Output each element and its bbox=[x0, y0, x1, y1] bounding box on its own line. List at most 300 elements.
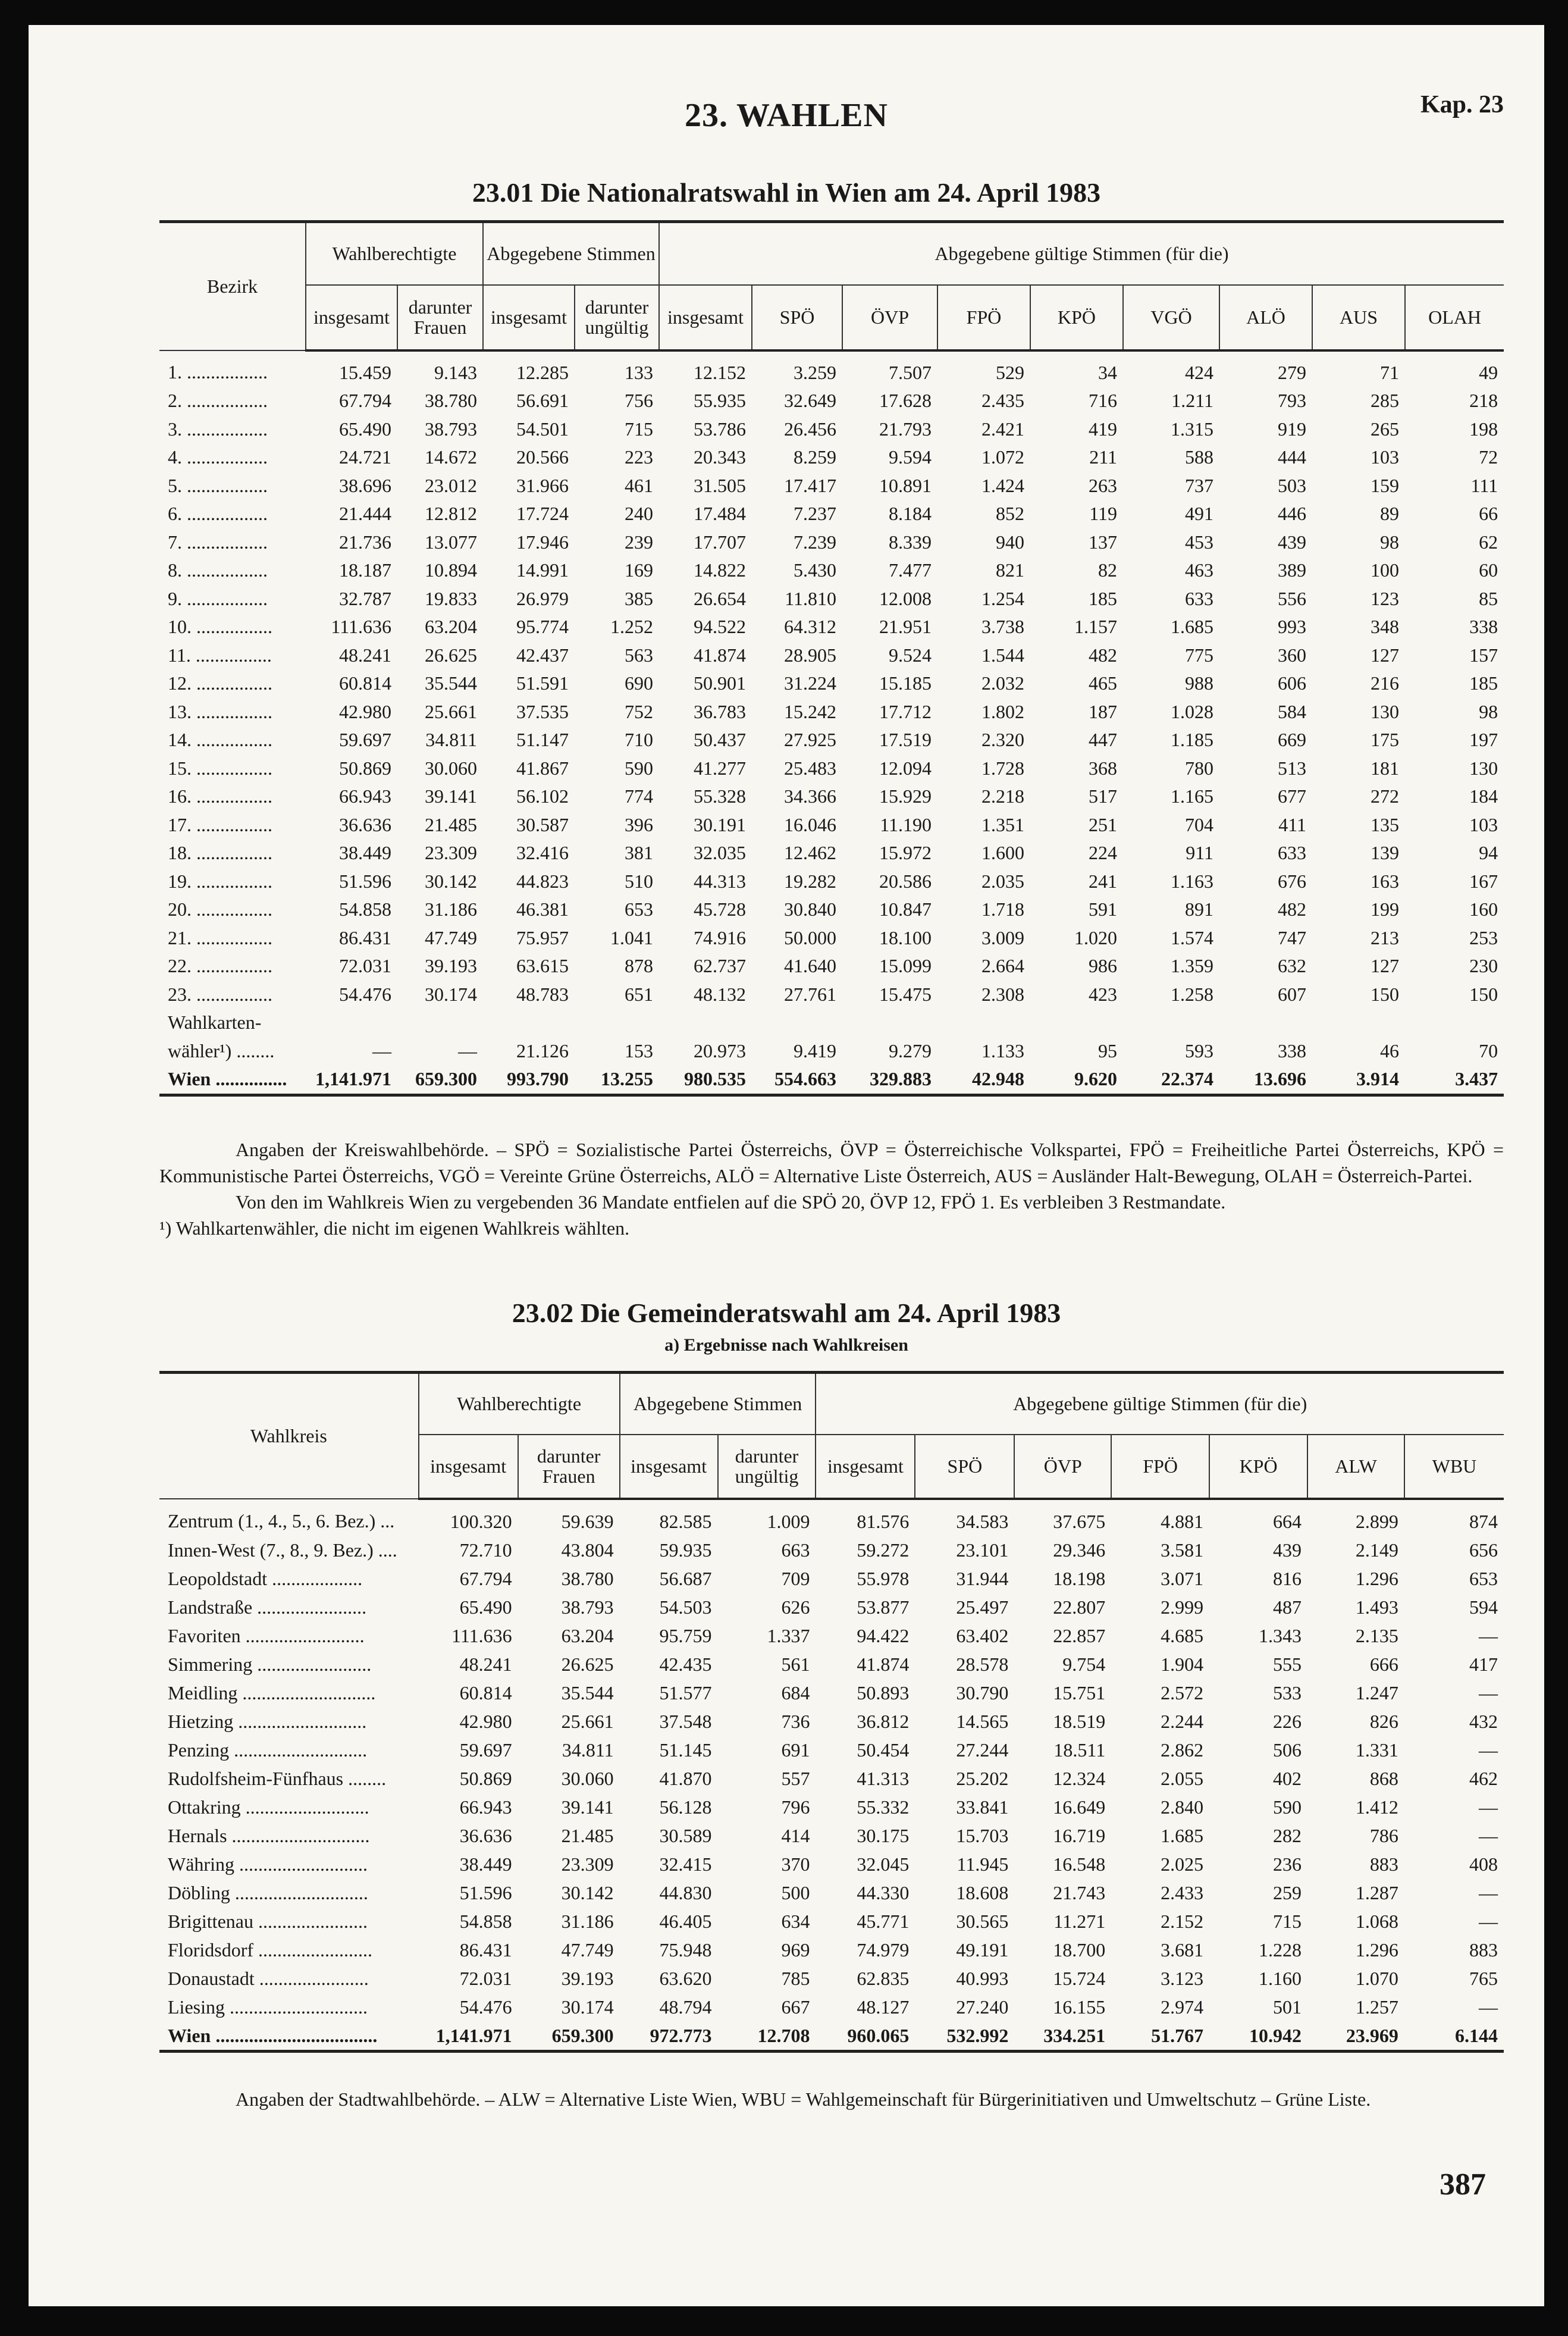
table-cell: 50.869 bbox=[459, 1767, 512, 1789]
table-cell: 684 bbox=[781, 1681, 810, 1704]
table-cell: 85 bbox=[1479, 587, 1498, 609]
table-cell: 626 bbox=[781, 1596, 810, 1618]
table-cell: 4.685 bbox=[1161, 1624, 1204, 1646]
table-cell: 417 bbox=[1469, 1653, 1498, 1675]
table-cell: 36.812 bbox=[857, 1710, 910, 1732]
table-cell: 2.244 bbox=[1161, 1710, 1204, 1732]
table-cell: 556 bbox=[1278, 587, 1307, 609]
row-label: Innen-West (7., 8., 9. Bez.) .... bbox=[168, 1539, 397, 1561]
table-cell: 1.009 bbox=[767, 1510, 810, 1532]
table-cell: 591 bbox=[1089, 898, 1118, 920]
table-cell: 86.431 bbox=[339, 926, 391, 948]
table-cell: 716 bbox=[1089, 390, 1118, 411]
table-cell: 381 bbox=[625, 842, 654, 863]
header-insgesamt: insgesamt bbox=[659, 285, 752, 350]
row-label: 1. ................. bbox=[168, 361, 268, 383]
table-cell: 37.548 bbox=[659, 1710, 712, 1732]
table-cell: 2.435 bbox=[981, 390, 1025, 411]
table-cell: 65.490 bbox=[339, 418, 391, 440]
table-cell: 396 bbox=[625, 813, 654, 835]
table-cell: 23.012 bbox=[425, 474, 477, 496]
table-cell: 139 bbox=[1371, 842, 1400, 863]
table-cell: 634 bbox=[781, 1910, 810, 1932]
table-cell: 1.728 bbox=[981, 757, 1025, 779]
table-row bbox=[159, 1679, 1504, 1707]
header-darunter-ungueltig: darunter ungültig bbox=[718, 1435, 816, 1499]
row-label: 15. ................ bbox=[168, 757, 272, 779]
table-cell: 11.810 bbox=[785, 587, 837, 609]
table-row bbox=[159, 1764, 1504, 1793]
table-cell: 1.718 bbox=[981, 898, 1025, 920]
table-cell: 594 bbox=[1469, 1596, 1498, 1618]
table-cell: — bbox=[1479, 1739, 1498, 1761]
row-label: Favoriten ......................... bbox=[168, 1624, 365, 1646]
table-cell: 38.449 bbox=[459, 1853, 512, 1875]
table-cell: 50.000 bbox=[784, 926, 837, 948]
table-cell: 30.840 bbox=[784, 898, 837, 920]
table-cell: 1.163 bbox=[1171, 870, 1214, 892]
table-cell: 360 bbox=[1278, 644, 1307, 666]
table-cell: 251 bbox=[1089, 813, 1118, 835]
table-row bbox=[159, 868, 1504, 896]
table-row bbox=[159, 415, 1504, 444]
table-cell: 44.823 bbox=[516, 870, 569, 892]
table-cell: 765 bbox=[1469, 1967, 1498, 1989]
table-cell: 42.948 bbox=[937, 1065, 1030, 1095]
table-cell: 74.916 bbox=[694, 926, 747, 948]
row-label: Wahlkarten- bbox=[168, 1012, 262, 1033]
table-cell: 13.077 bbox=[425, 531, 477, 553]
table-row bbox=[159, 1878, 1504, 1907]
table-cell: 63.204 bbox=[561, 1624, 614, 1646]
table-cell: 1.802 bbox=[981, 700, 1025, 722]
table-cell: 13.255 bbox=[575, 1065, 659, 1095]
table-cell: 33.841 bbox=[956, 1796, 1009, 1818]
table-cell: 874 bbox=[1469, 1510, 1498, 1532]
table-cell: 62.737 bbox=[694, 955, 747, 976]
row-label: 19. ................ bbox=[168, 870, 272, 892]
table-cell: 199 bbox=[1371, 898, 1400, 920]
row-label: Wien .................................. bbox=[159, 2021, 419, 2052]
table-cell: 137 bbox=[1089, 531, 1118, 553]
table-cell: 9.524 bbox=[889, 644, 932, 666]
table-cell: 18.198 bbox=[1053, 1567, 1106, 1589]
table-cell: 25.202 bbox=[956, 1767, 1009, 1789]
table-cell: 2.025 bbox=[1161, 1853, 1204, 1875]
table-cell: 54.476 bbox=[339, 983, 391, 1005]
table-cell: 55.332 bbox=[857, 1796, 910, 1818]
table-cell: 54.858 bbox=[459, 1910, 512, 1932]
table-cell: 34.811 bbox=[562, 1739, 614, 1761]
table-cell: 329.883 bbox=[842, 1065, 937, 1095]
table-row bbox=[159, 726, 1504, 754]
table1-note-mandates: Von den im Wahlkreis Wien zu vergebenden 36 Mandate entfielen auf die SPÖ 20, ÖVP 12, FPÖ 1. Es verbleiben 3 Restmandate. bbox=[236, 1191, 1226, 1213]
table-cell: 56.102 bbox=[516, 785, 569, 807]
header-party: FPÖ bbox=[1111, 1435, 1209, 1499]
table-cell: 1.493 bbox=[1355, 1596, 1398, 1618]
header-insgesamt: insgesamt bbox=[620, 1435, 718, 1499]
table-cell: 30.060 bbox=[425, 757, 477, 779]
table2-title: 23.02 Die Gemeinderatswahl am 24. April 1983 bbox=[512, 1298, 1061, 1328]
table-row bbox=[159, 981, 1504, 1009]
table-cell: 793 bbox=[1278, 390, 1307, 411]
row-label: Wien ............... bbox=[159, 1065, 306, 1095]
table-cell: 63.615 bbox=[516, 955, 569, 976]
table-cell: 891 bbox=[1185, 898, 1214, 920]
table-cell: 51.147 bbox=[516, 729, 569, 750]
table-cell: 590 bbox=[1273, 1796, 1302, 1818]
header-insgesamt: insgesamt bbox=[306, 285, 397, 350]
table-cell: 737 bbox=[1185, 474, 1214, 496]
table-cell: 15.724 bbox=[1053, 1967, 1106, 1989]
table-cell: 63.620 bbox=[659, 1967, 712, 1989]
table-cell: 20.566 bbox=[516, 446, 569, 468]
table-row bbox=[159, 1707, 1504, 1736]
table-cell: 34.366 bbox=[784, 785, 837, 807]
table-cell: 3.123 bbox=[1161, 1967, 1204, 1989]
table-cell: 19.282 bbox=[784, 870, 837, 892]
table-row bbox=[159, 1499, 1504, 1536]
table-cell: 95 bbox=[1098, 1039, 1118, 1061]
table-cell: 43.804 bbox=[561, 1539, 614, 1561]
row-label: 3. ................. bbox=[168, 418, 268, 440]
table-cell: 1.028 bbox=[1171, 700, 1214, 722]
table-cell: 119 bbox=[1089, 503, 1118, 524]
table-cell: 826 bbox=[1369, 1710, 1398, 1732]
table-cell: 9.143 bbox=[434, 361, 477, 383]
table-cell: 75.957 bbox=[516, 926, 569, 948]
table-cell: 55.978 bbox=[857, 1567, 910, 1589]
table-cell: 676 bbox=[1278, 870, 1307, 892]
table-cell: 588 bbox=[1185, 446, 1214, 468]
table-cell: 49 bbox=[1479, 361, 1498, 383]
table-cell: 46.381 bbox=[516, 898, 569, 920]
table-cell: 224 bbox=[1089, 842, 1118, 863]
table-cell: 775 bbox=[1185, 644, 1214, 666]
table-cell: 15.459 bbox=[339, 361, 391, 383]
table-cell: 2.862 bbox=[1161, 1739, 1204, 1761]
table-cell: 38.780 bbox=[425, 390, 477, 411]
table-cell: 1.424 bbox=[981, 474, 1025, 496]
table-cell: 348 bbox=[1371, 616, 1400, 637]
table-cell: — bbox=[1479, 1881, 1498, 1903]
table-cell: 584 bbox=[1278, 700, 1307, 722]
table-cell: 30.589 bbox=[659, 1824, 712, 1846]
table-cell: 1.296 bbox=[1355, 1939, 1398, 1961]
table-cell: 607 bbox=[1278, 983, 1307, 1005]
row-label: Döbling ............................ bbox=[168, 1881, 368, 1903]
row-label: 12. ................ bbox=[168, 672, 272, 694]
table-cell: 513 bbox=[1278, 757, 1307, 779]
table-cell bbox=[842, 1009, 937, 1037]
table-cell bbox=[1405, 1009, 1504, 1037]
table-cell: 1.133 bbox=[981, 1039, 1025, 1061]
table-cell: 27.244 bbox=[956, 1739, 1009, 1761]
table-cell: 19.833 bbox=[425, 587, 477, 609]
header-wahlberechtigte: Wahlberechtigte bbox=[306, 222, 483, 285]
table-cell: 111.636 bbox=[331, 616, 391, 637]
table-cell: 1.247 bbox=[1355, 1681, 1398, 1704]
table-cell: 40.993 bbox=[956, 1967, 1009, 1989]
table-cell: 482 bbox=[1089, 644, 1118, 666]
table-cell: 39.193 bbox=[425, 955, 477, 976]
table-cell: 184 bbox=[1469, 785, 1498, 807]
table-cell: 265 bbox=[1371, 418, 1400, 440]
table-cell: 756 bbox=[625, 390, 654, 411]
table-cell: 503 bbox=[1278, 474, 1307, 496]
table-row bbox=[159, 1650, 1504, 1679]
header-party: SPÖ bbox=[752, 285, 842, 350]
header-party: AUS bbox=[1312, 285, 1405, 350]
table-cell: 94 bbox=[1479, 842, 1498, 863]
table-cell: 368 bbox=[1089, 757, 1118, 779]
table-cell: 561 bbox=[781, 1653, 810, 1675]
table-cell: 5.430 bbox=[794, 559, 837, 581]
table-cell: 1,141.971 bbox=[419, 2021, 518, 2052]
table-cell: 669 bbox=[1278, 729, 1307, 750]
table-cell: 27.761 bbox=[784, 983, 837, 1005]
table-cell: 2.999 bbox=[1161, 1596, 1204, 1618]
table-cell: 821 bbox=[996, 559, 1025, 581]
table-cell: 263 bbox=[1089, 474, 1118, 496]
table-cell: 31.224 bbox=[784, 672, 837, 694]
row-label: 2. ................. bbox=[168, 390, 268, 411]
table-cell: 4.881 bbox=[1161, 1510, 1204, 1532]
table-cell: 175 bbox=[1371, 729, 1400, 750]
header-party: SPÖ bbox=[915, 1435, 1014, 1499]
row-label: Penzing ............................ bbox=[168, 1739, 368, 1761]
table-cell: — bbox=[372, 1039, 391, 1061]
table-cell: 444 bbox=[1278, 446, 1307, 468]
table-cell: 667 bbox=[781, 1996, 810, 2018]
table-cell: 11.945 bbox=[957, 1853, 1009, 1875]
table-cell: 940 bbox=[996, 531, 1025, 553]
table-cell: 47.749 bbox=[425, 926, 477, 948]
table-cell: 66 bbox=[1479, 503, 1498, 524]
table-cell: 26.979 bbox=[516, 587, 569, 609]
table-cell: — bbox=[1479, 1910, 1498, 1932]
table-cell: 15.929 bbox=[879, 785, 932, 807]
table-cell: 41.313 bbox=[857, 1767, 910, 1789]
table-cell: 677 bbox=[1278, 785, 1307, 807]
table-cell: — bbox=[1479, 1681, 1498, 1704]
row-label: Hietzing ........................... bbox=[168, 1710, 367, 1732]
table-cell: 334.251 bbox=[1014, 2021, 1111, 2052]
table-row bbox=[159, 1821, 1504, 1850]
table-cell: 9.279 bbox=[889, 1039, 932, 1061]
table-cell: 691 bbox=[781, 1739, 810, 1761]
table-cell: 60.814 bbox=[459, 1681, 512, 1704]
table-row bbox=[159, 811, 1504, 840]
table-cell: 48.241 bbox=[339, 644, 391, 666]
table-cell: 62 bbox=[1479, 531, 1498, 553]
table-cell: 993.790 bbox=[483, 1065, 575, 1095]
table-cell: 47.749 bbox=[561, 1939, 614, 1961]
row-label: 11. ................ bbox=[168, 644, 272, 666]
table-cell: 9.594 bbox=[889, 446, 932, 468]
table-cell: 150 bbox=[1469, 983, 1498, 1005]
table-cell: 24.721 bbox=[339, 446, 391, 468]
row-label: Donaustadt ....................... bbox=[168, 1967, 369, 1989]
table-cell: 240 bbox=[625, 503, 654, 524]
table-cell: 21.126 bbox=[516, 1039, 569, 1061]
table-cell: 10.891 bbox=[879, 474, 932, 496]
table-cell: 94.522 bbox=[694, 616, 747, 637]
table-cell: 18.100 bbox=[879, 926, 932, 948]
table-cell: 226 bbox=[1273, 1710, 1302, 1732]
table-cell: 3.009 bbox=[981, 926, 1025, 948]
table2-notes bbox=[159, 2086, 1504, 2112]
table-cell: 185 bbox=[1089, 587, 1118, 609]
table-cell: 17.724 bbox=[516, 503, 569, 524]
table-cell: 65.490 bbox=[459, 1596, 512, 1618]
table-cell: 9.419 bbox=[794, 1039, 837, 1061]
table-cell: 2.308 bbox=[981, 983, 1025, 1005]
table-cell: 2.320 bbox=[981, 729, 1025, 750]
table-cell: 82.585 bbox=[659, 1510, 712, 1532]
row-label: 17. ................ bbox=[168, 813, 272, 835]
table-cell: 55.328 bbox=[694, 785, 747, 807]
table-cell: 852 bbox=[996, 503, 1025, 524]
table-cell: 60.814 bbox=[339, 672, 391, 694]
table-row bbox=[159, 1936, 1504, 1964]
header-bezirk: Bezirk bbox=[159, 222, 306, 350]
table-cell: 17.946 bbox=[516, 531, 569, 553]
table-cell: 48.794 bbox=[659, 1996, 712, 2018]
table-cell: 23.101 bbox=[956, 1539, 1009, 1561]
table2-subtitle: a) Ergebnisse nach Wahlkreisen bbox=[664, 1335, 908, 1355]
table-cell: 67.794 bbox=[459, 1567, 512, 1589]
table-cell: 63.402 bbox=[956, 1624, 1009, 1646]
table-cell: 1.343 bbox=[1259, 1624, 1302, 1646]
table-cell: 32.649 bbox=[784, 390, 837, 411]
table-cell: 2.899 bbox=[1355, 1510, 1398, 1532]
table-cell: 31.186 bbox=[561, 1910, 614, 1932]
table-cell: 44.330 bbox=[857, 1881, 910, 1903]
table-cell: 666 bbox=[1369, 1653, 1398, 1675]
header-wahlkreis: Wahlkreis bbox=[159, 1373, 419, 1499]
table-cell: 81.576 bbox=[857, 1510, 910, 1532]
table-cell: 816 bbox=[1273, 1567, 1302, 1589]
table-cell: 29.346 bbox=[1053, 1539, 1106, 1561]
table-cell: 785 bbox=[781, 1967, 810, 1989]
table-cell: 48.241 bbox=[459, 1653, 512, 1675]
table-cell: 198 bbox=[1469, 418, 1498, 440]
table-cell: 491 bbox=[1185, 503, 1214, 524]
table-cell: 3.437 bbox=[1405, 1065, 1504, 1095]
table-row bbox=[159, 1564, 1504, 1593]
table-cell: 7.507 bbox=[889, 361, 932, 383]
table-cell: 1.165 bbox=[1171, 785, 1214, 807]
table-cell: 21.485 bbox=[425, 813, 477, 835]
table-cell: 30.565 bbox=[956, 1910, 1009, 1932]
row-label: Rudolfsheim-Fünfhaus ........ bbox=[168, 1767, 387, 1789]
table-cell: 39.193 bbox=[561, 1967, 614, 1989]
table-cell: 2.218 bbox=[981, 785, 1025, 807]
table-cell: 2.135 bbox=[1355, 1624, 1398, 1646]
table-cell: 633 bbox=[1185, 587, 1214, 609]
table-cell bbox=[752, 1009, 842, 1037]
table-cell: 86.431 bbox=[459, 1939, 512, 1961]
table-cell: 272 bbox=[1371, 785, 1400, 807]
table-cell: 41.874 bbox=[857, 1653, 910, 1675]
row-label: 21. ................ bbox=[168, 926, 272, 948]
table-cell: 59.697 bbox=[459, 1739, 512, 1761]
table-cell: 402 bbox=[1273, 1767, 1302, 1789]
table-cell: 1.337 bbox=[767, 1624, 810, 1646]
table-cell: 370 bbox=[781, 1853, 810, 1875]
table-cell: 1.072 bbox=[981, 446, 1025, 468]
header-gueltige-stimmen: Abgegebene gültige Stimmen (für die) bbox=[659, 222, 1504, 285]
table-cell: 279 bbox=[1278, 361, 1307, 383]
table-cell: 25.661 bbox=[425, 700, 477, 722]
table-cell: 34.583 bbox=[956, 1510, 1009, 1532]
table-cell: 656 bbox=[1469, 1539, 1498, 1561]
table-cell: 2.055 bbox=[1161, 1767, 1204, 1789]
table-cell: 9.754 bbox=[1062, 1653, 1106, 1675]
table-cell: 54.476 bbox=[459, 1996, 512, 2018]
table-cell: 70 bbox=[1479, 1039, 1498, 1061]
table-cell: 25.483 bbox=[784, 757, 837, 779]
table-row bbox=[159, 350, 1504, 387]
header-party: FPÖ bbox=[937, 285, 1030, 350]
table-cell: 16.649 bbox=[1053, 1796, 1106, 1818]
table-cell: 439 bbox=[1273, 1539, 1302, 1561]
table-cell: 606 bbox=[1278, 672, 1307, 694]
table-cell: 12.812 bbox=[425, 503, 477, 524]
table-cell: 51.591 bbox=[516, 672, 569, 694]
table-cell bbox=[306, 1009, 397, 1037]
row-label: Leopoldstadt ................... bbox=[168, 1567, 363, 1589]
table-cell: 187 bbox=[1089, 700, 1118, 722]
table-cell: 32.416 bbox=[516, 842, 569, 863]
header-darunter-frauen: darunter Frauen bbox=[518, 1435, 620, 1499]
table-cell: 66.943 bbox=[339, 785, 391, 807]
table-cell: 230 bbox=[1469, 955, 1498, 976]
table-cell: 2.032 bbox=[981, 672, 1025, 694]
row-label: wähler¹) ........ bbox=[168, 1039, 275, 1061]
table-cell: 41.640 bbox=[784, 955, 837, 976]
table-cell: 218 bbox=[1469, 390, 1498, 411]
table-cell: 8.184 bbox=[889, 503, 932, 524]
table-cell: 3.259 bbox=[794, 361, 837, 383]
table-cell: 22.374 bbox=[1123, 1065, 1219, 1095]
row-label: 13. ................ bbox=[168, 700, 272, 722]
table-cell: 590 bbox=[625, 757, 654, 779]
table-cell: 12.324 bbox=[1053, 1767, 1106, 1789]
table-cell: 911 bbox=[1186, 842, 1214, 863]
table-cell: 11.190 bbox=[880, 813, 932, 835]
table-cell: 1.157 bbox=[1074, 616, 1118, 637]
table-cell: 32.415 bbox=[659, 1853, 712, 1875]
table-cell: 127 bbox=[1371, 955, 1400, 976]
table-cell: 659.300 bbox=[518, 2021, 620, 2052]
table-cell: 253 bbox=[1469, 926, 1498, 948]
table-cell: 53.786 bbox=[694, 418, 747, 440]
table-cell: 651 bbox=[625, 983, 654, 1005]
table-cell: 59.272 bbox=[857, 1539, 910, 1561]
table-cell: 878 bbox=[625, 955, 654, 976]
table-cell: 123 bbox=[1371, 587, 1400, 609]
table-cell: 1.257 bbox=[1355, 1996, 1398, 2018]
table-cell: 715 bbox=[625, 418, 654, 440]
table-row bbox=[159, 839, 1504, 868]
table-cell: 462 bbox=[1469, 1767, 1498, 1789]
table-cell bbox=[1219, 1009, 1312, 1037]
table-cell: 56.691 bbox=[516, 390, 569, 411]
table-cell: 786 bbox=[1369, 1824, 1398, 1846]
table-row bbox=[159, 1536, 1504, 1564]
